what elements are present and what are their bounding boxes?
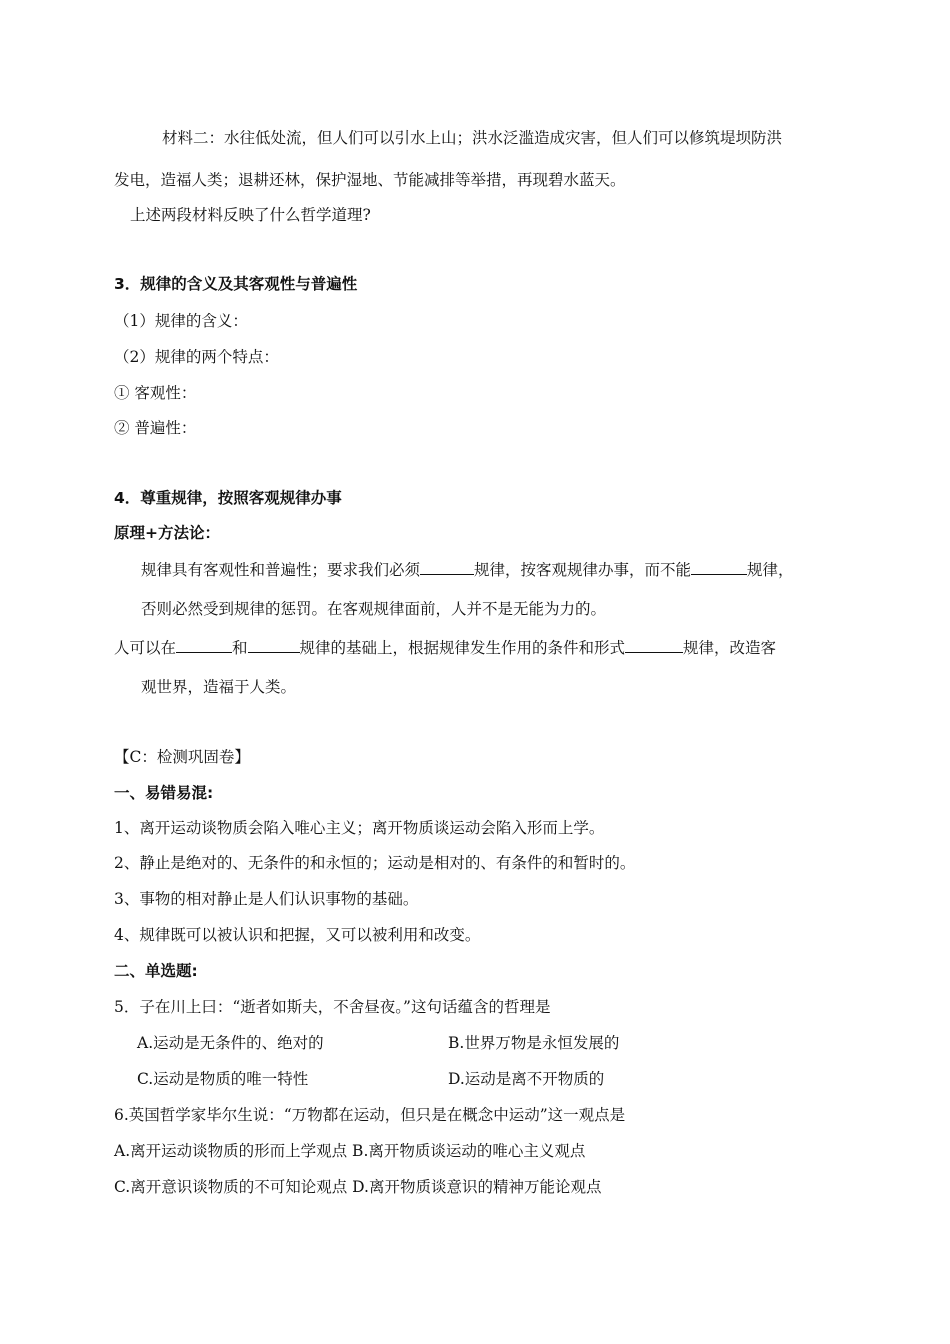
law-features-item: （2）规律的两个特点：	[114, 348, 279, 366]
principle-text-c: 规律，	[747, 561, 794, 579]
principle-text-b: 规律，按客观规律办事，而不能	[474, 561, 692, 579]
q5-option-a[interactable]: A.运动是无条件的、绝对的	[137, 1034, 324, 1052]
q6-options-ab[interactable]: A.离开运动谈物质的形而上学观点 B.离开物质谈运动的唯心主义观点	[114, 1142, 586, 1160]
question-6-stem: 6.英国哲学家毕尔生说：“万物都在运动，但只是在概念中运动”这一观点是	[114, 1106, 626, 1124]
section3-heading: 3．规律的含义及其客观性与普遍性	[114, 275, 358, 293]
q5-option-d[interactable]: D.运动是离不开物质的	[448, 1070, 605, 1088]
error-item-3: 3、事物的相对静止是人们认识事物的基础。	[114, 890, 419, 908]
principle-text-d: 人可以在	[114, 639, 177, 657]
question-5-stem: 5．子在川上曰：“逝者如斯夫，不舍昼夜。”这句话蕴含的哲理是	[114, 998, 551, 1016]
section-c-heading: 【C：检测巩固卷】	[114, 748, 250, 766]
principle-paragraph-line1	[141, 558, 794, 580]
material2-line2: 发电，造福人类；退耕还林，保护湿地、节能减排等举措，再现碧水蓝天。	[114, 171, 626, 189]
principle-text-f: 规律的基础上，根据规律发生作用的条件和形式	[299, 639, 626, 657]
principle-text-e: 和	[232, 639, 248, 657]
section4-heading: 4．尊重规律，按照客观规律办事	[114, 489, 342, 507]
material2-line1: 材料二：水往低处流，但人们可以引水上山；洪水泛滥造成灾害，但人们可以修筑堤坝防洪	[162, 129, 783, 147]
q6-options-cd[interactable]: C.离开意识谈物质的不可知论观点 D.离开物质谈意识的精神万能论观点	[114, 1178, 602, 1196]
single-choice-heading: 二、单选题:	[114, 962, 198, 980]
objectivity-item: ① 客观性：	[114, 384, 197, 402]
error-item-1: 1、离开运动谈物质会陷入唯心主义；离开物质谈运动会陷入形而上学。	[114, 819, 605, 837]
fill-blank-4[interactable]	[248, 636, 300, 653]
fill-blank-5[interactable]	[625, 636, 683, 653]
material-question: 上述两段材料反映了什么哲学道理?	[130, 206, 371, 224]
principle-text-a: 规律具有客观性和普遍性；要求我们必须	[141, 561, 421, 579]
principle-text-g: 规律，改造客	[683, 639, 777, 657]
law-definition-item: （1）规律的含义：	[114, 312, 248, 330]
fill-blank-3[interactable]	[176, 636, 232, 653]
principle-label: 原理+方法论：	[114, 524, 220, 542]
error-prone-heading: 一、易错易混:	[114, 784, 214, 802]
principle-paragraph-line4: 观世界，造福于人类。	[141, 678, 297, 696]
error-item-4: 4、规律既可以被认识和把握，又可以被利用和改变。	[114, 926, 481, 944]
q5-option-b[interactable]: B.世界万物是永恒发展的	[448, 1034, 620, 1052]
fill-blank-2[interactable]	[691, 558, 747, 575]
error-item-2: 2、静止是绝对的、无条件的和永恒的；运动是相对的、有条件的和暂时的。	[114, 854, 636, 872]
principle-paragraph-line2: 否则必然受到规律的惩罚。在客观规律面前，人并不是无能为力的。	[141, 600, 607, 618]
principle-paragraph-line3	[114, 636, 776, 658]
universality-item: ② 普遍性：	[114, 419, 197, 437]
q5-option-c[interactable]: C.运动是物质的唯一特性	[137, 1070, 309, 1088]
fill-blank-1[interactable]	[420, 558, 474, 575]
